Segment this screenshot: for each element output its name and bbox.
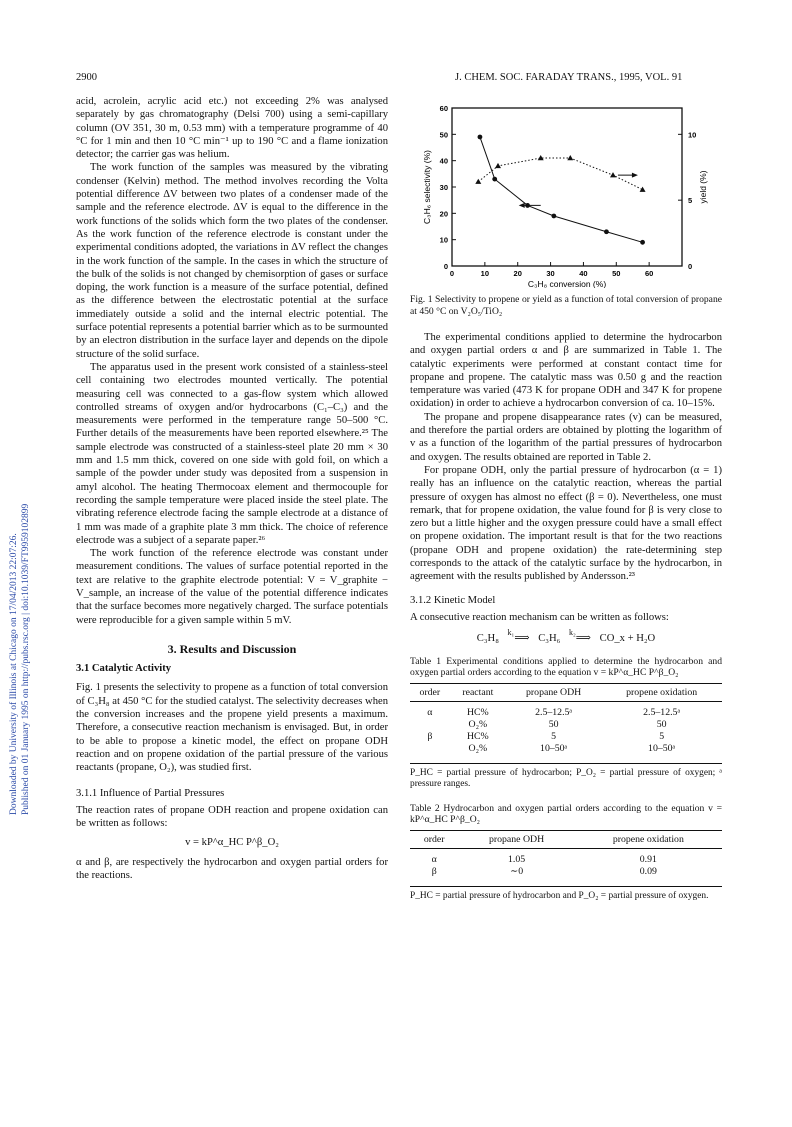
y2-axis-label: yield (%) — [698, 170, 708, 204]
table-cell: O₂% — [468, 742, 488, 754]
table-row — [410, 743, 722, 761]
data-point-triangle — [567, 155, 573, 160]
paragraph: The experimental conditions applied to determine the hydrocarbon and oxygen partial orders α and β are summarized in Table 1. The catalytic experiments were performed at constant contact time for propane and propene. The catalytic mass was 0.50 g and the reaction temperature was varied (473 K for propane ODH and 347 K for propene oxidation) in order to achieve a hydrocarbon conversion of ca. 10–15%. — [410, 332, 722, 410]
x-tick-label: 50 — [612, 269, 621, 278]
y-tick-label: 20 — [439, 209, 448, 219]
table-row — [410, 701, 722, 719]
table-cell: α — [431, 854, 437, 866]
table-cell: O₂% — [468, 718, 488, 730]
table-1-note: P_HC = partial pressure of hydrocarbon; P_O₂ = partial pressure of oxygen; ᵃ pressure ranges. — [410, 763, 722, 791]
y2-tick-label: 5 — [688, 196, 693, 206]
data-point-circle — [551, 214, 556, 219]
paragraph: α and β, are respectively the hydrocarbon and oxygen partial orders for the reactions. — [76, 856, 388, 882]
table-header-cell: propene oxidation — [575, 830, 722, 848]
y2-tick-label: 0 — [688, 262, 693, 271]
table-header-cell: reactant — [450, 683, 506, 701]
sidebar-line-1: Downloaded by University of Illinois at Chicago on 17/04/2013 22:07:26. — [9, 533, 19, 815]
scheme-reactant: C₃H₈ — [476, 633, 499, 645]
data-point-triangle — [610, 172, 616, 177]
table-header-cell: propene oxidation — [601, 683, 722, 701]
y-tick-label: 60 — [439, 104, 448, 113]
scheme-products: CO_x + H₂O — [599, 633, 656, 645]
paragraph: acid, acrolein, acrylic acid etc.) not exceeding 2% was analysed separately by gas chromatography (Delsi 700) using a semi-capillary column (OV 351, 30 m, 0.53 mm) with a temperature programme of 40 °C for 1 min and then 10 °C min⁻¹ up to 190 °C and a flame ionization detector; the carrier gas was helium. — [76, 96, 388, 161]
left-column — [76, 95, 388, 882]
y2-tick-label: 10 — [688, 130, 697, 140]
table-cell: α — [427, 706, 433, 718]
table-cell: 50 — [656, 718, 667, 730]
y-axis-label: C₃H₆ selectivity (%) — [422, 150, 432, 224]
table-cell: 10–50ᵃ — [540, 742, 568, 754]
table-row — [410, 866, 722, 884]
x-tick-label: 20 — [513, 269, 522, 278]
reaction-scheme — [410, 628, 722, 645]
table-row — [410, 719, 722, 731]
y-tick-label: 40 — [439, 156, 448, 166]
table-cell: ∼0 — [510, 866, 524, 878]
paragraph: The work function of the samples was measured by the vibrating condenser (Kelvin) method. The method involves recording the Volta potential difference ΔV between two plates of a condenser made of the sample and the reference electrode. ΔV is equal to the difference in the work functions of the solids which form the two plates of the condenser. As the work function of the reference electrode is constant under the experimental conditions adopted, the variations in ΔV reflect the changes in the work function of the sample. In the cases in which the structure of the bulk of the solids is not changed by chemisorption of gases or surface doping, the work function is a measure of the surface potential, defined as the difference between the electrostatic potential at the surface immediately outside a solid and the internal electric potential. The surface potential represents a potential barrier which as to be surmounted by an electron distribution in the surface layer and depends on the dipole structure of the solid surface. — [76, 162, 388, 360]
table-cell: 0.09 — [639, 866, 657, 878]
table-row — [410, 731, 722, 743]
table-cell: HC% — [466, 730, 489, 742]
sidebar-line-2: Published on 01 January 1995 on http://pubs.rsc.org | doi:10.1039/FT9959102899 — [21, 503, 31, 815]
paragraph: The propane and propene disappearance rates (v) can be measured, and therefore the partial orders are obtained by plotting the logarithm of v as a function of the logarithm of the partial pressures of hydrocarbon and oxygen. The results obtained are reported in Table 2. — [410, 411, 722, 463]
data-point-circle — [604, 229, 609, 234]
paragraph: The reaction rates of propane ODH reaction and propene oxidation can be written as follows: — [76, 804, 388, 830]
subsubsection-heading: 3.1.2 Kinetic Model — [410, 594, 496, 606]
table-cell: 1.05 — [507, 854, 526, 866]
table-cell: β — [431, 866, 437, 878]
arrow-right-head — [632, 173, 638, 178]
page-number: 2900 — [76, 72, 97, 83]
data-point-triangle — [495, 163, 501, 168]
x-tick-label: 30 — [546, 269, 555, 278]
table-2-note: P_HC = partial pressure of hydrocarbon and P_O₂ = partial pressure of oxygen. — [410, 886, 722, 903]
plot-frame — [452, 108, 682, 266]
x-tick-label: 40 — [579, 269, 588, 278]
table-cell: 2.5–12.5ᵃ — [535, 706, 573, 718]
x-tick-label: 10 — [480, 269, 490, 278]
series-line-1 — [480, 137, 643, 242]
paragraph: For propane ODH, only the partial pressure of hydrocarbon (α = 1) really has an influence on the catalytic reaction, whereas the partial pressure of oxygen has almost no effect (β = 0). Nevertheless, one must remark, that for propene oxidation, the value found for β is very close to zero but a little higher and the oxygen pressure could have a small effect on propene oxidation. The important result is that for the two reactions (propane ODH and propene oxidation) the rate-determining step corresponds to the attack of the catalytic surface by the hydrocarbon, in agreement with the results published by Andersson.²³ — [410, 464, 722, 583]
arrow-left-head — [519, 203, 525, 208]
table-cell: HC% — [466, 706, 489, 718]
data-point-circle — [478, 135, 483, 140]
x-tick-label: 0 — [449, 269, 455, 278]
table-header-cell: order — [410, 830, 458, 848]
x-axis-label: C₃H₈ conversion (%) — [527, 279, 607, 288]
paragraph: The apparatus used in the present work consisted of a stainless-steel cell containing two electrodes mounted vertically. The potential measuring cell was connected to a gas-flow system which allowed controlled streams of oxygen and/or hydrocarbons (C₁–C₃) and the measurements were performed in the temperature range 50–500 °C. Further details of the measurements have been reported elsewhere.²⁵ The sample electrode was constructed of a stainless-steel plate 20 mm × 30 mm and 1.5 mm thick, covered on one side with gold foil, on which a sample of the powder under study was deposited from a suspension in amyl alcohol. The heating Thermocoax element and thermocouple for recording the sample temperature were placed inside the steel plate. The vibrating reference electrode facing the sample electrode at a distance of 1 mm was made of a graphite plate 3 mm thick. The choice of reference electrode was a subject of a separate paper.²⁶ — [76, 361, 388, 546]
table-cell: 2.5–12.5ᵃ — [643, 706, 681, 718]
subsection-heading: 3.1 Catalytic Activity — [76, 663, 172, 675]
rate-constant-k2: k₂ — [568, 628, 576, 638]
table-header-cell: order — [410, 683, 450, 701]
right-column — [410, 90, 722, 903]
table-row — [410, 849, 722, 867]
scheme-intermediate: C₃H₆ — [538, 633, 561, 645]
series-line-2 — [478, 158, 642, 190]
chart-svg — [410, 98, 722, 288]
table-header-cell: propane ODH — [458, 830, 574, 848]
paragraph: A consecutive reaction mechanism can be written as follows: — [410, 611, 669, 623]
download-sidebar — [6, 300, 34, 820]
data-point-triangle — [640, 187, 646, 192]
paragraph: The work function of the reference electrode was constant under measurement conditions. The values of surface potential reported in the text are relative to the graphite electrode potential: V = V_graphite − V_sample, an increase of the value of the potential difference indicates that the surface becomes more negatively charged. The surface potentials were reproducible for a given sample within 5 mV. — [76, 548, 388, 626]
table-cell: 50 — [548, 718, 559, 730]
table-header-cell: propane ODH — [506, 683, 601, 701]
figure-caption: Fig. 1 Selectivity to propene or yield as a function of total conversion of propane at 450 °C on V₂O₅/TiO₂ — [410, 294, 722, 317]
table-2 — [410, 830, 722, 884]
table-cell: 5 — [659, 730, 665, 742]
reaction-arrow-2: $^{k_2}$⟹ — [568, 628, 591, 645]
table-cell — [410, 719, 450, 731]
y-tick-label: 0 — [443, 262, 448, 271]
data-point-triangle — [475, 179, 481, 184]
table-1-caption: Table 1 Experimental conditions applied to determine the hydrocarbon and oxygen partial orders according to the equation v = kP^α_HC P^β_O₂ — [410, 655, 722, 679]
y-tick-label: 10 — [439, 235, 448, 245]
rate-equation: v = kP^α_HC P^β_O₂ — [185, 837, 279, 849]
table-cell: β — [427, 730, 433, 742]
table-cell: 10–50ᵃ — [648, 742, 676, 754]
paragraph: Fig. 1 presents the selectivity to propene as a function of total conversion of C₃H₈ at 450 °C for the studied catalyst. The selectivity decreases when the conversion increases and the propene yield presents a maximum. Therefore, a consecutive reaction mechanism is envisaged. But, in order to be able to propose a kinetic model, the effect on propane ODH reaction and on propene oxidation of the partial pressure of the various reactants (propane, O₂), was studied first. — [76, 682, 388, 774]
x-tick-label: 60 — [644, 269, 654, 278]
table-2-caption: Table 2 Hydrocarbon and oxygen partial orders according to the equation v = kP^α_HC P^β_O₂ — [410, 802, 722, 826]
table-cell — [410, 743, 450, 761]
data-point-circle — [492, 177, 497, 182]
table-1 — [410, 683, 722, 761]
table-cell: 5 — [551, 730, 557, 742]
table-cell: 0.91 — [639, 854, 657, 866]
figure-1-chart — [410, 98, 722, 288]
data-point-circle — [640, 240, 645, 245]
journal-header: J. CHEM. SOC. FARADAY TRANS., 1995, VOL. 91 — [455, 72, 683, 83]
section-heading: 3. Results and Discussion — [167, 641, 297, 656]
y-tick-label: 30 — [439, 183, 448, 192]
y-tick-label: 50 — [439, 130, 448, 140]
reaction-arrow-1: $^{k_1}$⟹ — [507, 628, 530, 645]
subsubsection-heading: 3.1.1 Influence of Partial Pressures — [76, 787, 225, 799]
rate-constant-k1: k₁ — [507, 628, 515, 638]
